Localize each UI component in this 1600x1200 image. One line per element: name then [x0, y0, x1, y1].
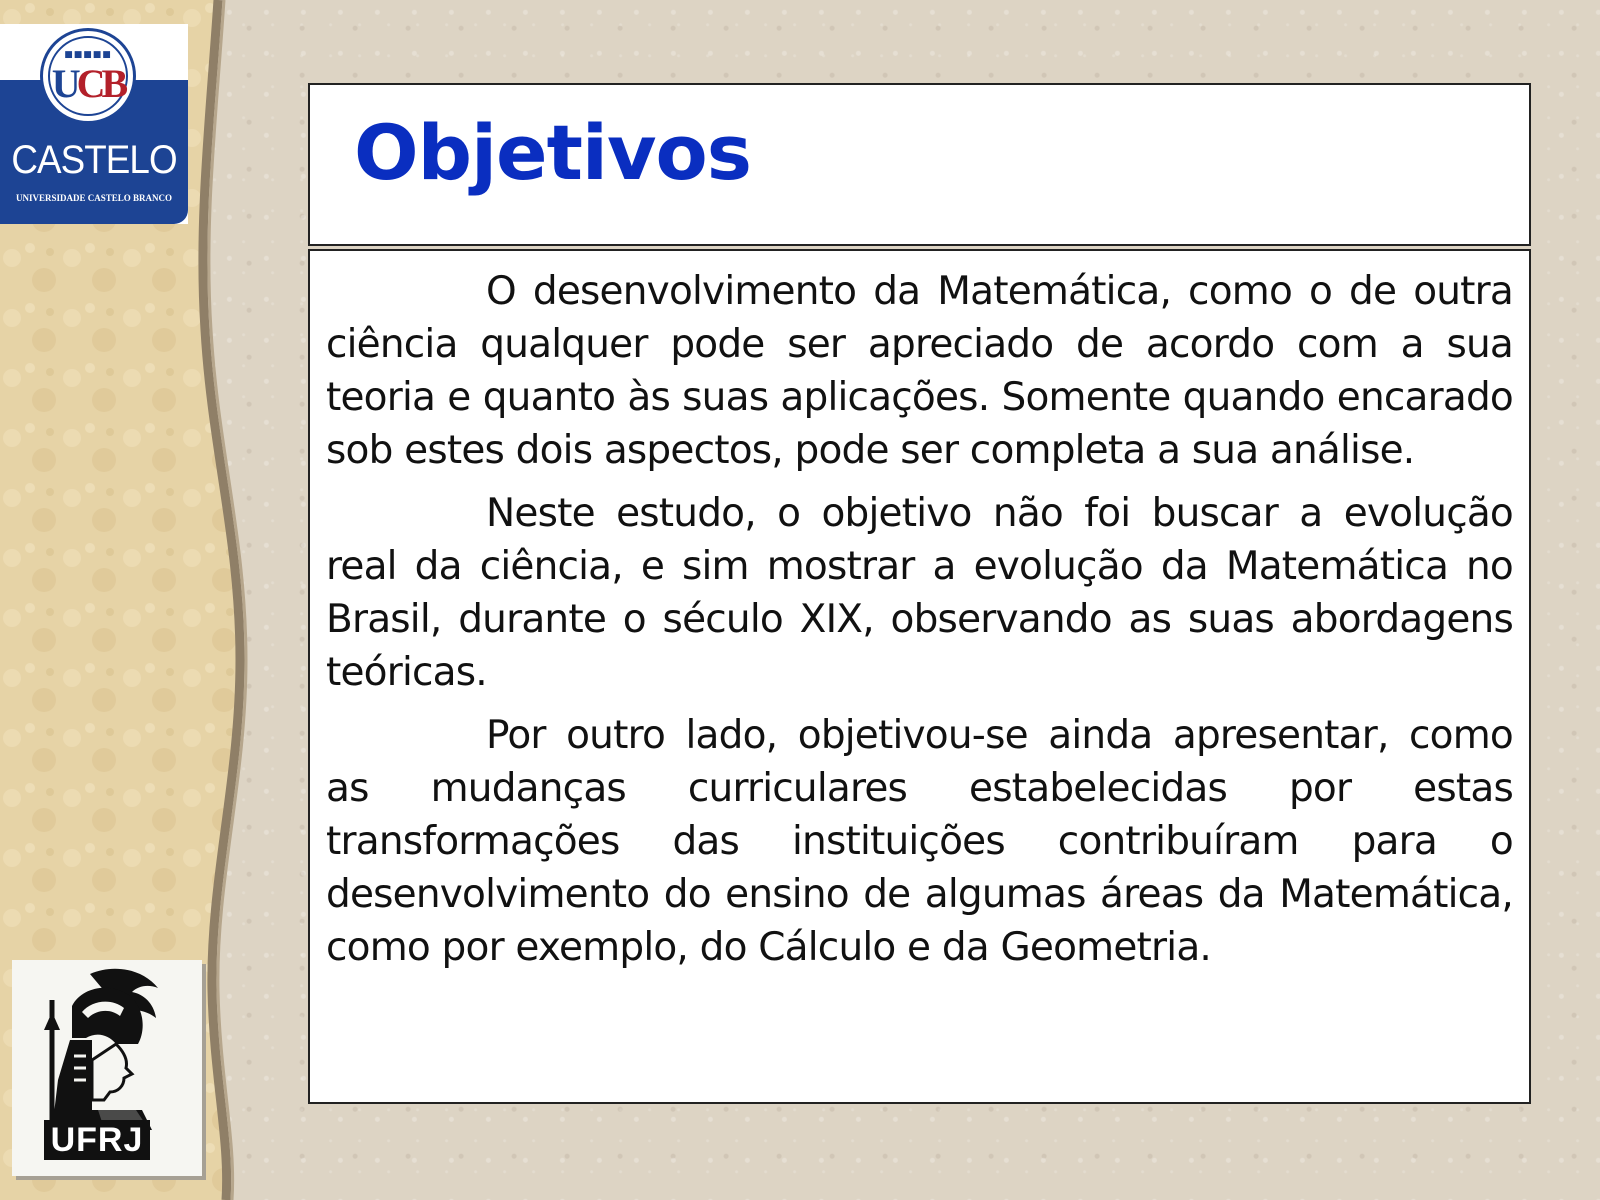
body-text-box [308, 249, 1531, 1104]
logo-ufrj-text: UFRJ [44, 1120, 150, 1160]
logo-monogram: UCB [51, 61, 125, 106]
logo-university-name: UNIVERSIDADE CASTELO BRANCO [15, 193, 173, 203]
ufrj-logo [12, 960, 202, 1176]
ucb-castelo-logo [0, 24, 188, 224]
slide-title: Objetivos [354, 108, 751, 197]
title-box [308, 83, 1531, 246]
parchment-side-panel [0, 0, 250, 1200]
logo-castelo-text: CASTELO [11, 138, 177, 182]
paragraph-2: Neste estudo, o objetivo não foi buscar a evolução real da ciência, e sim mostrar a evolução da Matemática no Brasil, durante o século XIX, observando as suas abordagens teóricas. [326, 491, 1513, 695]
logo-seal: ■■■■■ UCB [40, 28, 136, 124]
paragraph-3: Por outro lado, objetivou-se ainda apresentar, como as mudanças curriculares estabelecidas por estas transformações das instituições contribuíram para o desenvolvimento do ensino de algumas áreas da Matemática, como por exemplo, do Cálculo e da Geometria. [326, 713, 1513, 970]
paragraph-1: O desenvolvimento da Matemática, como o de outra ciência qualquer pode ser apreciado de acordo com a sua teoria e quanto às suas aplicações. Somente quando encarado sob estes dois aspectos, pode ser completa a sua análise. [326, 269, 1513, 473]
